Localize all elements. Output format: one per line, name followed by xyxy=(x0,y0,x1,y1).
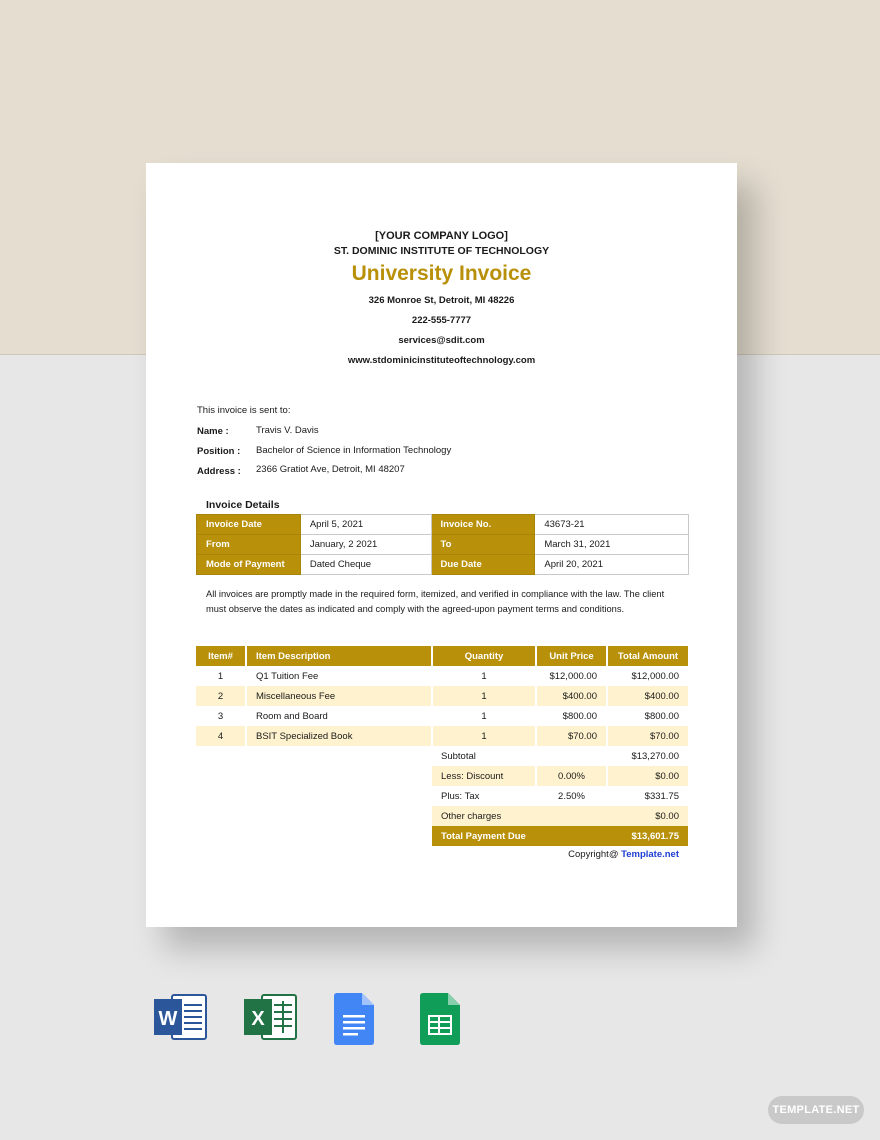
col-header-unit-price: Unit Price xyxy=(536,646,607,666)
item-description: BSIT Specialized Book xyxy=(246,726,432,746)
item-quantity: 1 xyxy=(432,726,536,746)
excel-icon[interactable] xyxy=(244,993,298,1046)
items-header-row xyxy=(196,646,688,666)
tax-label: Plus: Tax xyxy=(441,790,480,802)
table-row xyxy=(196,726,688,746)
details-value: 43673-21 xyxy=(535,515,689,535)
discount-value: $0.00 xyxy=(607,766,688,786)
copyright-prefix: Copyright@ xyxy=(568,849,622,860)
item-description: Q1 Tuition Fee xyxy=(246,666,432,686)
item-num: 2 xyxy=(196,686,246,706)
details-value: Dated Cheque xyxy=(300,555,431,575)
discount-rate: 0.00% xyxy=(536,766,607,786)
details-label: From xyxy=(197,535,301,555)
col-header-item-num: Item# xyxy=(196,646,246,666)
invoice-title: University Invoice xyxy=(351,262,532,285)
item-unit-price: $12,000.00 xyxy=(536,666,607,686)
position-label: Position : xyxy=(197,446,241,457)
address-value: 2366 Gratiot Ave, Detroit, MI 48207 xyxy=(256,464,405,475)
item-quantity: 1 xyxy=(432,706,536,726)
subtotal-row xyxy=(432,746,688,766)
details-row xyxy=(197,535,689,555)
school-address: 326 Monroe St, Detroit, MI 48226 xyxy=(368,295,515,306)
copyright-brand-link[interactable]: Template.net xyxy=(621,849,679,860)
word-icon[interactable] xyxy=(154,993,208,1046)
item-unit-price: $800.00 xyxy=(536,706,607,726)
company-logo-placeholder: [YOUR COMPANY LOGO] xyxy=(375,230,508,242)
table-row xyxy=(196,686,688,706)
school-name: ST. DOMINIC INSTITUTE OF TECHNOLOGY xyxy=(333,245,550,257)
details-value: March 31, 2021 xyxy=(535,535,689,555)
item-num: 1 xyxy=(196,666,246,686)
details-row xyxy=(197,515,689,535)
col-header-quantity: Quantity xyxy=(432,646,536,666)
table-row xyxy=(196,666,688,686)
item-quantity: 1 xyxy=(432,666,536,686)
col-header-description: Item Description xyxy=(246,646,432,666)
subtotal-value: $13,270.00 xyxy=(631,750,679,762)
item-total: $70.00 xyxy=(607,726,688,746)
subtotal-label: Subtotal xyxy=(441,750,476,762)
other-charges-value: $0.00 xyxy=(607,806,688,826)
totals-table xyxy=(432,746,688,846)
grand-total-row xyxy=(432,826,688,846)
position-value: Bachelor of Science in Information Technology xyxy=(256,445,452,456)
grand-total-value: $13,601.75 xyxy=(607,826,688,846)
details-value: April 5, 2021 xyxy=(300,515,431,535)
table-row xyxy=(196,706,688,726)
terms-note: All invoices are promptly made in the required form, itemized, and verified in compliance with the law. The client must observe the dates as indicated and comply with the agreed-upon payment terms and conditions. xyxy=(206,589,665,614)
item-total: $12,000.00 xyxy=(631,670,679,682)
invoice-details-table xyxy=(196,514,689,575)
details-value: April 20, 2021 xyxy=(535,555,689,575)
tax-value: $331.75 xyxy=(644,790,679,802)
other-charges-row xyxy=(432,806,688,826)
school-phone: 222-555-7777 xyxy=(411,315,472,326)
item-description: Room and Board xyxy=(246,706,432,726)
item-num: 3 xyxy=(196,706,246,726)
template-net-badge[interactable]: TEMPLATE.NET xyxy=(768,1096,864,1124)
word-icon-letter: W xyxy=(158,1008,178,1030)
discount-label: Less: Discount xyxy=(432,766,536,786)
grand-total-label: Total Payment Due xyxy=(432,826,536,846)
details-value: January, 2 2021 xyxy=(300,535,431,555)
tax-row xyxy=(432,786,688,806)
school-email: services@sdit.com xyxy=(398,335,485,346)
details-label: Invoice No. xyxy=(431,515,535,535)
item-description: Miscellaneous Fee xyxy=(246,686,432,706)
details-label: Mode of Payment xyxy=(197,555,301,575)
item-unit-price: $70.00 xyxy=(536,726,607,746)
name-value: Travis V. Davis xyxy=(256,425,319,436)
school-website: www.stdominicinstituteoftechnology.com xyxy=(347,355,536,366)
other-charges-label: Other charges xyxy=(432,806,536,826)
sheets-icon[interactable] xyxy=(420,993,460,1050)
invoice-document xyxy=(146,163,737,927)
details-row xyxy=(197,555,689,575)
docs-icon[interactable] xyxy=(334,993,374,1050)
details-label: To xyxy=(431,535,535,555)
discount-row xyxy=(432,766,688,786)
copyright-line xyxy=(568,849,679,860)
item-unit-price: $400.00 xyxy=(536,686,607,706)
tax-rate: 2.50% xyxy=(558,790,585,802)
item-total: $800.00 xyxy=(644,710,679,722)
address-label: Address : xyxy=(197,466,241,477)
item-quantity: 1 xyxy=(432,686,536,706)
name-label: Name : xyxy=(197,426,229,437)
details-label: Due Date xyxy=(431,555,535,575)
details-label: Invoice Date xyxy=(197,515,301,535)
recipient-intro: This invoice is sent to: xyxy=(197,405,291,416)
col-header-total-amount: Total Amount xyxy=(607,646,688,666)
invoice-details-title: Invoice Details xyxy=(206,499,280,511)
item-total: $400.00 xyxy=(607,686,688,706)
items-table xyxy=(196,646,688,746)
excel-icon-letter: X xyxy=(251,1008,265,1030)
item-num: 4 xyxy=(196,726,246,746)
